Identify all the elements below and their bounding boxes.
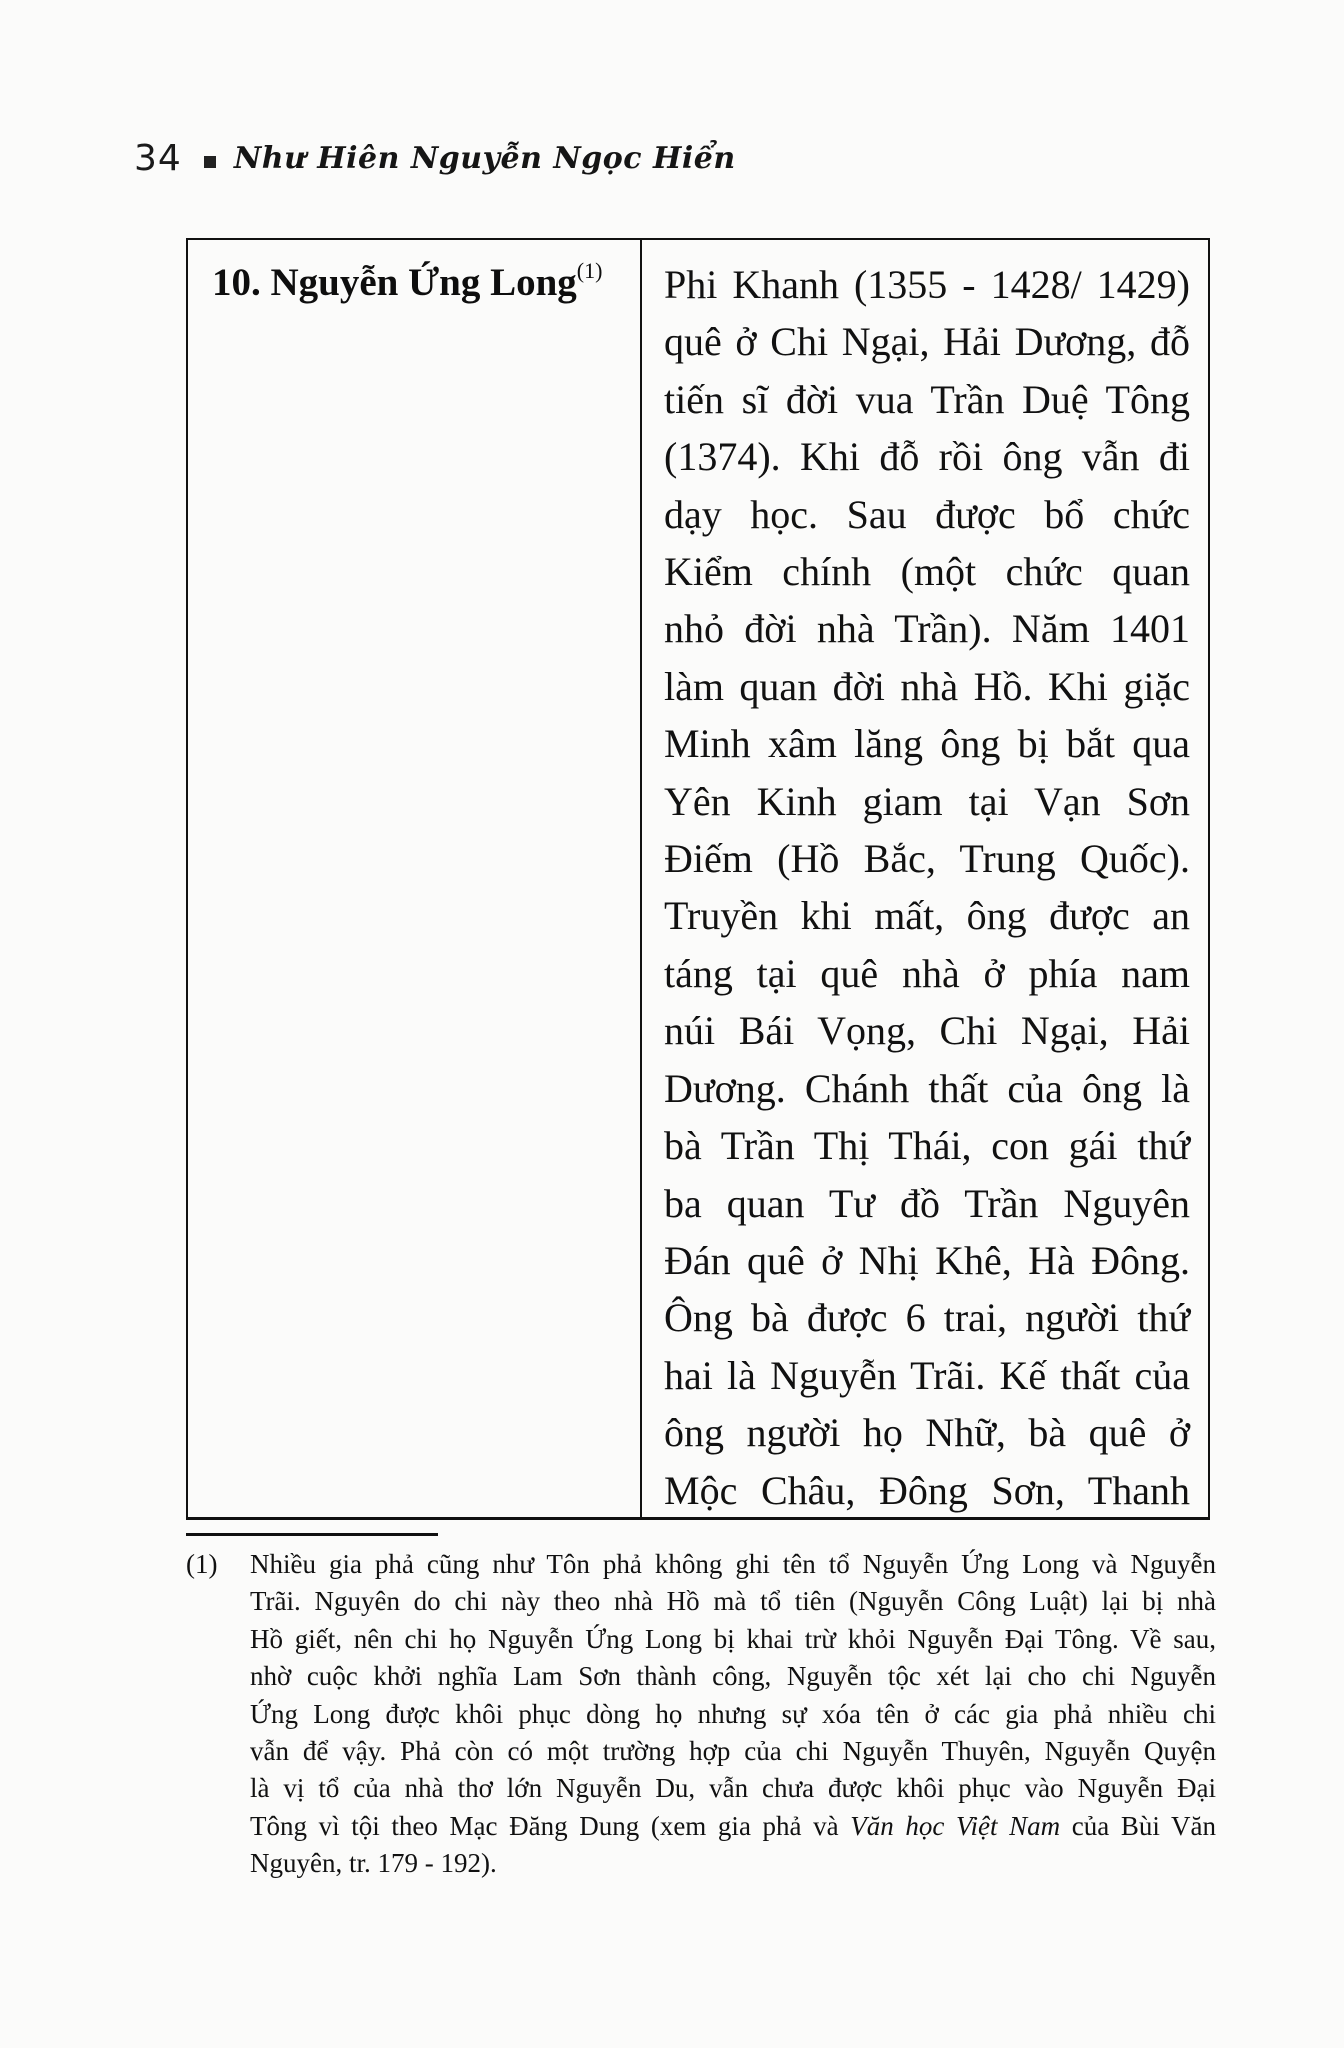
description-line: Điếm (Hồ Bắc, Trung Quốc).: [664, 836, 1190, 882]
description-line: (1374). Khi đỗ rồi ông vẫn đi: [664, 434, 1190, 480]
page-header: [134, 128, 736, 188]
book-title: Văn học Việt Nam: [850, 1810, 1061, 1841]
description-line: ông người họ Nhữ, bà quê ở: [664, 1410, 1190, 1456]
footnotes: [186, 1546, 1216, 1883]
footnote-line: vẫn để vậy. Phả còn có một trường hợp của chi Nguyễn Thuyên, Nguyễn Quyện: [250, 1736, 1216, 1767]
running-head: Như Hiên Nguyễn Ngọc Hiển: [233, 140, 736, 176]
description-line: Phi Khanh (1355 - 1428/ 1429): [664, 262, 1190, 307]
citation-author: của Bùi Văn: [1060, 1810, 1216, 1841]
description-line: nhỏ đời nhà Trần). Năm 1401: [664, 606, 1190, 652]
description-line: Dương. Chánh thất của ông là: [664, 1065, 1190, 1111]
description-line: táng tại quê nhà ở phía nam: [664, 950, 1190, 996]
description-line: quê ở Chi Ngại, Hải Dương, đỗ: [664, 319, 1190, 365]
footnote-separator: [186, 1533, 438, 1536]
citation-text: Tông vì tội theo Mạc Đăng Dung (xem gia phả và: [250, 1810, 851, 1841]
description-line: Mộc Châu, Đông Sơn, Thanh: [664, 1467, 1190, 1513]
description-line: Đán quê ở Nhị Khê, Hà Đông.: [664, 1237, 1190, 1283]
entry-title: [212, 260, 640, 305]
description-line: bà Trần Thị Thái, con gái thứ: [664, 1123, 1190, 1169]
square-bullet-icon: [204, 156, 216, 168]
description-line: ba quan Tư đồ Trần Nguyên: [664, 1180, 1190, 1226]
description-line: Ông bà được 6 trai, người thứ: [664, 1295, 1190, 1341]
footnote-line: Nhiều gia phả cũng như Tôn phả không ghi tên tổ Nguyễn Ứng Long và Nguyễn: [250, 1549, 1216, 1579]
page-number: 34: [134, 137, 182, 179]
footnote-line-citation: [250, 1808, 1216, 1845]
description-line: Minh xâm lăng ông bị bắt qua: [664, 721, 1190, 767]
footnote: [186, 1546, 1216, 1883]
description-line: dạy học. Sau được bổ chức: [664, 491, 1190, 537]
footnote-line: nhờ cuộc khởi nghĩa Lam Sơn thành công, Nguyễn tộc xét lại cho chi Nguyễn: [250, 1661, 1216, 1692]
genealogy-table: [186, 238, 1210, 1520]
footnote-line: Trãi. Nguyên do chi này theo nhà Hồ mà tổ tiên (Nguyễn Công Luật) lại bị nhà: [250, 1586, 1216, 1617]
description-line: Yên Kinh giam tại Vạn Sơn: [664, 778, 1190, 824]
description-line: Truyền khi mất, ông được an: [664, 893, 1190, 939]
description-line: Kiểm chính (một chức quan: [664, 549, 1190, 595]
footnote-line: Hồ giết, nên chi họ Nguyễn Ứng Long bị khai trừ khỏi Nguyễn Đại Tông. Về sau,: [250, 1623, 1216, 1654]
entry-name: 10. Nguyễn Ứng Long: [212, 261, 577, 304]
footnote-text: [250, 1546, 1216, 1883]
description-line: núi Bái Vọng, Chi Ngại, Hải: [664, 1008, 1190, 1054]
footnote-ref: (1): [576, 258, 603, 283]
description-line: tiến sĩ đời vua Trần Duệ Tông: [664, 376, 1190, 422]
table-cell-description: [642, 240, 1208, 1517]
footnote-marker: (1): [186, 1549, 218, 1579]
footnote-line: là vị tổ của nhà thơ lớn Nguyễn Du, vẫn chưa được khôi phục vào Nguyễn Đại: [250, 1773, 1216, 1804]
footnote-line: Ứng Long được khôi phục dòng họ nhưng sự xóa tên ở các gia phả nhiều chi: [250, 1698, 1216, 1729]
footnote-line: Nguyên, tr. 179 - 192).: [250, 1848, 497, 1879]
description-line: hai là Nguyễn Trãi. Kế thất của: [664, 1352, 1190, 1398]
description-line: làm quan đời nhà Hồ. Khi giặc: [664, 663, 1190, 709]
table-cell-name: [188, 240, 642, 1517]
